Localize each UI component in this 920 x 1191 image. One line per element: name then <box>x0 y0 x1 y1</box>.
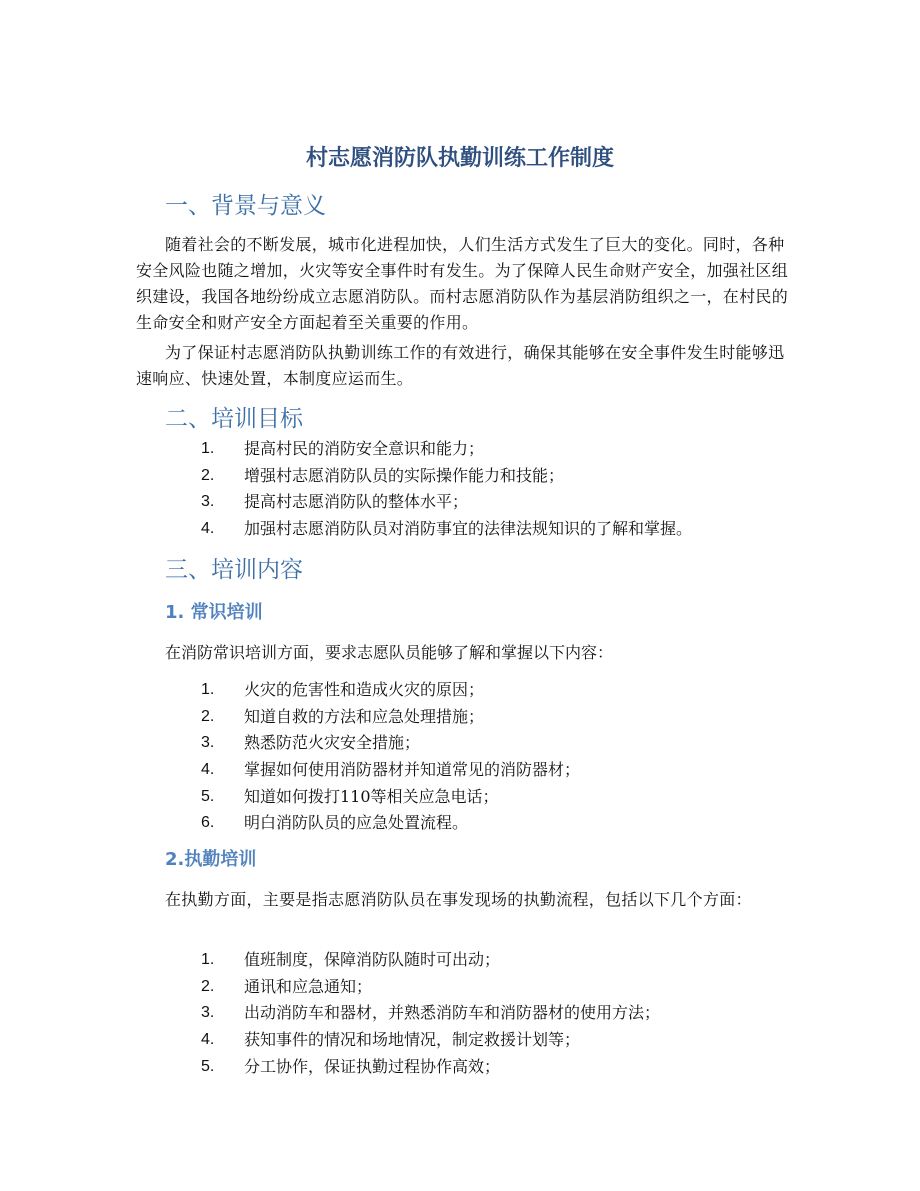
list-item-text: 提高村志愿消防队的整体水平； <box>244 492 469 512</box>
list-item-number: 4. <box>201 1031 215 1049</box>
list-item <box>0 704 920 731</box>
list-item-text: 通讯和应急通知； <box>244 976 373 996</box>
list-item <box>0 516 920 543</box>
subsection-intro-duty-training: 在执勤方面，主要是指志愿消防队员在事发现场的执勤流程，包括以下几个方面： <box>165 890 752 909</box>
list-item <box>0 757 920 784</box>
list-item <box>0 489 920 516</box>
list-item-text: 出动消防车和器材，并熟悉消防车和消防器材的使用方法； <box>244 1003 661 1023</box>
list-item-number: 1. <box>201 681 215 698</box>
list-item-text: 知道如何拨打110等相关应急电话； <box>244 786 499 806</box>
list-item <box>0 947 920 974</box>
paragraph-purpose: 为了保证村志愿消防队执勤训练工作的有效进行，确保其能够在安全事件发生时能够迅速响应、快速处置，本制度应运而生。 <box>136 343 785 388</box>
list-item <box>0 463 920 490</box>
list-item-number: 5. <box>201 1057 215 1075</box>
list-item <box>0 1027 920 1054</box>
list-item <box>0 784 920 811</box>
section-heading-training-content: 三、培训内容 <box>165 557 303 583</box>
list-item-text: 明白消防队员的应急处置流程。 <box>244 813 469 833</box>
list-item-text: 熟悉防范火灾安全措施； <box>244 733 421 753</box>
list-item-number: 4. <box>201 761 215 779</box>
list-item-text: 分工协作，保证执勤过程协作高效； <box>244 1056 501 1076</box>
general-knowledge-list <box>0 677 920 837</box>
list-item <box>0 436 920 463</box>
list-item <box>0 1054 920 1081</box>
list-item <box>0 730 920 757</box>
list-item-text: 提高村民的消防安全意识和能力； <box>244 439 485 458</box>
list-item-number: 2. <box>201 707 215 725</box>
list-item-text: 加强村志愿消防队员对消防事宜的法律法规知识的了解和掌握。 <box>244 519 693 539</box>
list-item-number: 4. <box>201 520 215 538</box>
list-item-text: 获知事件的情况和场地情况，制定救援计划等； <box>244 1030 581 1050</box>
list-item-number: 1. <box>201 440 215 457</box>
subsection-intro-general-knowledge: 在消防常识培训方面，要求志愿队员能够了解和掌握以下内容： <box>165 643 614 662</box>
list-item-number: 2. <box>201 466 215 484</box>
list-item <box>0 1000 920 1027</box>
list-item <box>0 974 920 1001</box>
subsection-heading-general-knowledge: 1. 常识培训 <box>165 602 263 623</box>
list-item-text: 掌握如何使用消防器材并知道常见的消防器材； <box>244 760 581 780</box>
document-title: 村志愿消防队执勤训练工作制度 <box>305 146 614 171</box>
training-goals-list <box>0 436 920 543</box>
list-item-text: 值班制度，保障消防队随时可出动； <box>244 950 501 969</box>
list-item-number: 2. <box>201 977 215 995</box>
list-item-number: 3. <box>201 734 215 752</box>
paragraph-background: 随着社会的不断发展，城市化进程加快，人们生活方式发生了巨大的变化。同时，各种安全风险也随之增加，火灾等安全事件时有发生。为了保障人民生命财产安全，加强社区组织建设，我国各地纷纷成立志愿消防队。而村志愿消防队作为基层消防组织之一，在村民的生命安全和财产安全方面起着至关重要的作用。 <box>136 235 789 332</box>
list-item <box>0 810 920 837</box>
list-item-number: 5. <box>201 787 215 805</box>
duty-training-list <box>0 947 920 1080</box>
list-item-text: 增强村志愿消防队员的实际操作能力和技能； <box>244 465 565 485</box>
list-item-number: 1. <box>201 951 215 968</box>
list-item-text: 知道自救的方法和应急处理措施； <box>244 706 485 726</box>
list-item-text: 火灾的危害性和造成火灾的原因； <box>244 680 485 699</box>
section-heading-training-goals: 二、培训目标 <box>165 406 303 432</box>
list-item-number: 6. <box>201 814 215 832</box>
list-item-number: 3. <box>201 1004 215 1022</box>
list-item-number: 3. <box>201 493 215 511</box>
subsection-heading-duty-training: 2.执勤培训 <box>165 849 257 870</box>
section-heading-background: 一、背景与意义 <box>165 193 326 219</box>
list-item <box>0 677 920 704</box>
